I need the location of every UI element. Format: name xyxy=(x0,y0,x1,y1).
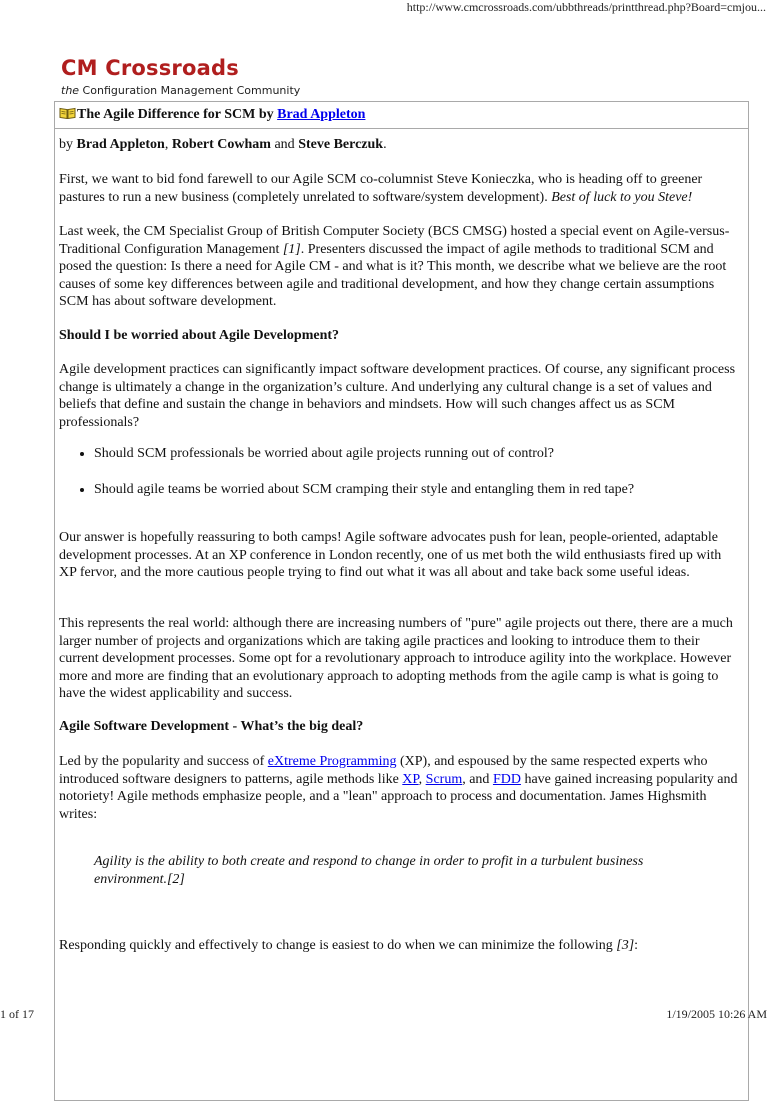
thread-box xyxy=(54,101,749,1101)
xp-full-link[interactable]: eXtreme Programming xyxy=(267,754,397,769)
lastweek-text-2: . Presenters discussed the impact of agile methods to traditional SCM and posed the question: Is there a need for Agile CM - and what is it? This month, we describe what we believe are the root causes of some key differences between agile and traditional development, and how they change certain assumptions SCM has about software development. xyxy=(59,241,727,309)
highsmith-quote: Agility is the ability to both create and respond to change in order to profit in a turbulent business environment.[2] xyxy=(94,854,644,887)
reference-1: [1] xyxy=(282,241,301,257)
list-item: • Should SCM professionals be worried about agile projects running out of control? xyxy=(94,445,739,463)
author-link[interactable]: Brad Appleton xyxy=(277,107,366,122)
popularity-text-4: , and xyxy=(462,771,493,787)
byline-author-3: Steve Berczuk xyxy=(298,137,384,152)
list-item: • Should agile teams be worried about SCM cramping their style and entangling them in red tape? xyxy=(94,481,739,499)
thread-title: The Agile Difference for SCM by xyxy=(77,107,274,122)
responding-end: : xyxy=(634,938,639,953)
paragraph-popularity xyxy=(59,753,739,823)
print-datetime: 1/19/2005 10:26 AM xyxy=(666,1007,767,1021)
site-tagline xyxy=(61,82,300,100)
byline-end: . xyxy=(383,137,387,152)
heading-big-deal: Agile Software Development - What’s the big deal? xyxy=(59,719,364,734)
intro-text: First, we want to bid fond farewell to our Agile SCM co-columnist Steve Konieczka, who is heading off to greener pastures to run a new business (completely unrelated to software/system development). xyxy=(59,172,703,205)
paragraph-real-world: This represents the real world: although there are increasing numbers of "pure" agile projects out there, there are a much larger number of projects and organizations which are taking agile practices and looking to introduce them to their current development processes. Some opt for a revolutionary approach to introduce agility into the workplace. However more and more are finding that an evolutionary approach to adopting methods from the agile camp is what is going to have the widest applicability and success. xyxy=(59,616,733,701)
byline-author-1: Brad Appleton xyxy=(76,137,165,152)
tagline-rest: Configuration Management Community xyxy=(79,84,301,97)
popularity-text-5: have gained increasing popularity and notoriety! Agile methods emphasize people, and a "lean" approach to process and documentation. James Highsmith writes: xyxy=(59,771,738,822)
article-byline xyxy=(59,136,739,154)
scrum-link[interactable]: Scrum xyxy=(425,771,463,787)
paragraph-intro xyxy=(59,171,739,206)
heading-worried: Should I be worried about Agile Development? xyxy=(59,328,340,343)
responding-text: Responding quickly and effectively to change is easiest to do when we can minimize the following xyxy=(59,938,617,953)
paragraph-agile-dev: Agile development practices can significantly impact software development practices. Of course, any significant process change is ultimately a change in the organization’s culture. And underlying any cultural change is a set of values and beliefs that define and sustain the change in behaviors and mindsets. How will such changes affect us as SCM professionals? xyxy=(59,362,736,430)
question-list xyxy=(59,445,739,516)
popularity-text-1: Led by the popularity and success of xyxy=(59,754,268,769)
print-url: http://www.cmcrossroads.com/ubbthreads/printthread.php?Board=cmjou... xyxy=(406,0,766,14)
paragraph-last-week xyxy=(59,223,739,311)
tagline-the: the xyxy=(61,84,80,97)
thread-header xyxy=(55,102,748,129)
byline-sep: , xyxy=(164,137,172,152)
reference-3: [3] xyxy=(616,938,635,953)
byline-by: by xyxy=(59,137,77,152)
lastweek-text-1: Last week, the CM Specialist Group of British Computer Society (BCS CMSG) hosted a special event on Agile-versus-Traditional Configuration Management xyxy=(59,224,730,257)
book-icon xyxy=(59,107,76,119)
popularity-text-3: , xyxy=(418,771,426,787)
paragraph-answer: Our answer is hopefully reassuring to both camps! Agile software advocates push for lean, people-oriented, adaptable development processes. At an XP conference in London recently, one of us met both the wild enthusiasts fired up with XP fervor, and the more cautious people trying to find out what it was all about and take back some useful ideas. xyxy=(59,530,722,580)
intro-farewell: Best of luck to you Steve! xyxy=(551,189,693,205)
site-title: CM Crossroads xyxy=(61,56,239,80)
xp-link[interactable]: XP xyxy=(402,771,419,787)
byline-author-2: Robert Cowham xyxy=(171,137,271,152)
fdd-link[interactable]: FDD xyxy=(492,771,521,787)
page-number: 1 of 17 xyxy=(0,1007,34,1021)
paragraph-responding xyxy=(59,937,739,955)
byline-and: and xyxy=(270,137,299,152)
popularity-text-2: (XP), and espoused by the same respected experts who introduced software designers to patterns, agile methods like xyxy=(59,754,708,787)
